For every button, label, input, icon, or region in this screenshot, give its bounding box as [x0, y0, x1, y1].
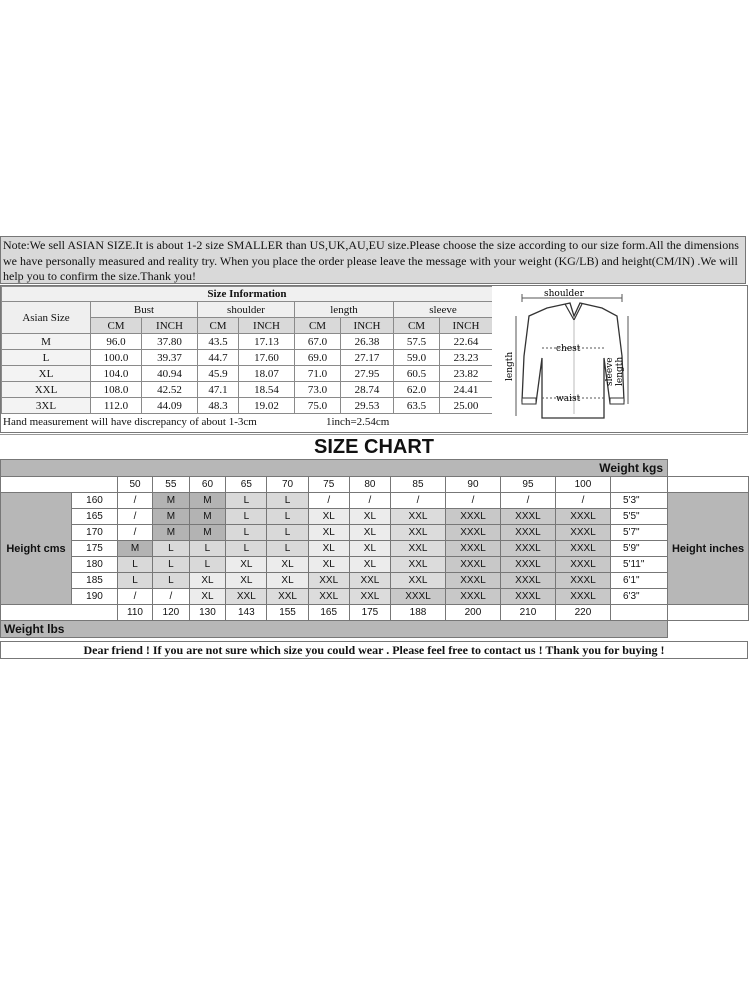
sleeve-length-label: length	[615, 356, 625, 386]
size-chart-cell: XXXL	[445, 525, 500, 541]
size-info-cell: 75.0	[295, 398, 341, 414]
size-chart-cell: /	[391, 493, 446, 509]
size-chart-cell: M	[189, 493, 226, 509]
size-chart-cell: XXXL	[391, 589, 446, 605]
height-inch: 5'9"	[611, 541, 668, 557]
size-chart-cell: L	[118, 573, 153, 589]
size-info-row	[2, 334, 493, 350]
size-chart-cell: M	[153, 525, 190, 541]
weight-lb-value: 130	[189, 605, 226, 621]
size-info-cell: 62.0	[394, 382, 440, 398]
height-inch: 5'11"	[611, 557, 668, 573]
height-cm: 190	[72, 589, 118, 605]
size-info-cell: 39.37	[142, 350, 198, 366]
size-chart-cell: XXXL	[555, 557, 610, 573]
measurement-note: Hand measurement will have discrepancy of about 1-3cm	[3, 416, 257, 428]
size-chart-cell: L	[267, 493, 308, 509]
height-inch: 6'1"	[611, 573, 668, 589]
size-chart-cell: M	[189, 509, 226, 525]
size-info-size: M	[2, 334, 91, 350]
height-cm: 165	[72, 509, 118, 525]
size-chart-cell: XXXL	[445, 509, 500, 525]
size-chart-row	[1, 557, 749, 573]
size-chart-cell: M	[189, 525, 226, 541]
size-chart-cell: /	[118, 589, 153, 605]
shoulder-label: shoulder	[544, 289, 584, 299]
size-chart-cell: XL	[349, 557, 390, 573]
size-chart-row	[1, 509, 749, 525]
size-chart-cell: /	[118, 525, 153, 541]
size-info-row	[2, 382, 493, 398]
size-chart-cell: XXXL	[555, 525, 610, 541]
height-cm: 185	[72, 573, 118, 589]
size-info-cell: 71.0	[295, 366, 341, 382]
unit-inch: INCH	[341, 318, 394, 334]
footer-message: Dear friend ! If you are not sure which size you could wear . Please feel free to contact us ! Thank you for buying !	[0, 641, 748, 659]
size-chart-cell: XXXL	[555, 589, 610, 605]
shirt-illustration	[492, 286, 747, 432]
size-info-cell: 24.41	[440, 382, 493, 398]
weight-kg-header: 50	[118, 477, 153, 493]
weight-kg-header: 70	[267, 477, 308, 493]
size-chart-cell: XXXL	[500, 589, 555, 605]
size-chart-cell: XXL	[226, 589, 267, 605]
blank-cell	[668, 477, 749, 493]
size-info-cell: 69.0	[295, 350, 341, 366]
inch-conversion-note: 1inch=2.54cm	[326, 416, 390, 428]
size-chart-cell: L	[153, 557, 190, 573]
size-chart-cell: XL	[189, 573, 226, 589]
size-chart-cell: M	[153, 509, 190, 525]
size-chart-cell: L	[267, 525, 308, 541]
size-chart-cell: M	[118, 541, 153, 557]
size-chart-cell: XL	[226, 573, 267, 589]
size-chart-cell: /	[118, 509, 153, 525]
weight-lb-value: 155	[267, 605, 308, 621]
size-chart-cell: M	[153, 493, 190, 509]
weight-lb-value: 220	[555, 605, 610, 621]
size-chart-cell: XXXL	[500, 525, 555, 541]
size-chart-cell: XXXL	[445, 557, 500, 573]
size-info-cell: 18.07	[239, 366, 295, 382]
size-info-cell: 57.5	[394, 334, 440, 350]
size-info-row	[2, 398, 493, 414]
size-info-cell: 60.5	[394, 366, 440, 382]
size-info-cell: 40.94	[142, 366, 198, 382]
size-chart-cell: XXL	[308, 589, 349, 605]
length-label: length	[505, 351, 515, 381]
size-chart-cell: /	[500, 493, 555, 509]
size-chart-cell: XL	[308, 541, 349, 557]
size-info-cell: 18.54	[239, 382, 295, 398]
size-chart-cell: XXL	[391, 573, 446, 589]
group-header-length: length	[295, 302, 394, 318]
weight-kg-header: 85	[391, 477, 446, 493]
group-header-bust: Bust	[91, 302, 198, 318]
unit-cm: CM	[394, 318, 440, 334]
size-info-cell: 37.80	[142, 334, 198, 350]
size-chart-row	[1, 541, 749, 557]
group-header-sleeve: sleeve	[394, 302, 493, 318]
height-cm: 160	[72, 493, 118, 509]
size-chart-cell: /	[555, 493, 610, 509]
size-info-cell: 47.1	[198, 382, 239, 398]
weight-lbs-band: Weight lbs	[1, 621, 668, 638]
size-chart-cell: XXXL	[555, 509, 610, 525]
size-chart-cell: XXXL	[445, 589, 500, 605]
size-info-size: XXL	[2, 382, 91, 398]
size-chart-cell: XXXL	[500, 573, 555, 589]
size-info-cell: 59.0	[394, 350, 440, 366]
size-chart-cell: XL	[308, 525, 349, 541]
size-info-cell: 43.5	[198, 334, 239, 350]
size-chart-cell: L	[267, 509, 308, 525]
size-chart-cell: XL	[308, 509, 349, 525]
size-chart-cell: L	[226, 541, 267, 557]
weight-kg-header: 55	[153, 477, 190, 493]
unit-cm: CM	[295, 318, 341, 334]
size-info-cell: 108.0	[91, 382, 142, 398]
height-inch: 5'7"	[611, 525, 668, 541]
size-info-cell: 23.23	[440, 350, 493, 366]
size-info-cell: 17.13	[239, 334, 295, 350]
size-chart-cell: XL	[349, 509, 390, 525]
weight-kg-header: 60	[189, 477, 226, 493]
unit-cm: CM	[198, 318, 239, 334]
size-chart-cell: XL	[226, 557, 267, 573]
weight-lb-value: 200	[445, 605, 500, 621]
weight-lb-value: 110	[118, 605, 153, 621]
size-info-cell: 27.95	[341, 366, 394, 382]
size-info-cell: 28.74	[341, 382, 394, 398]
height-inches-label: Height inches	[668, 493, 749, 605]
size-chart-title: SIZE CHART	[0, 434, 748, 460]
size-chart-table	[0, 459, 749, 638]
weight-lb-value: 175	[349, 605, 390, 621]
size-chart-cell: /	[308, 493, 349, 509]
size-chart-cell: XL	[267, 573, 308, 589]
height-inch: 5'3"	[611, 493, 668, 509]
size-chart-row	[1, 493, 749, 509]
height-cm: 170	[72, 525, 118, 541]
size-chart-cell: /	[349, 493, 390, 509]
size-chart-cell: L	[189, 541, 226, 557]
waist-label: waist	[556, 394, 581, 404]
size-chart-cell: XXL	[349, 589, 390, 605]
size-chart-cell: XXL	[308, 573, 349, 589]
weight-lb-value: 188	[391, 605, 446, 621]
size-info-cell: 26.38	[341, 334, 394, 350]
size-chart-cell: XXL	[349, 573, 390, 589]
size-info-cell: 48.3	[198, 398, 239, 414]
size-chart-row	[1, 525, 749, 541]
size-info-cell: 44.7	[198, 350, 239, 366]
size-chart-cell: L	[226, 493, 267, 509]
size-chart-cell: XXXL	[555, 573, 610, 589]
size-chart-cell: XXL	[267, 589, 308, 605]
height-cm: 175	[72, 541, 118, 557]
weight-kg-header: 65	[226, 477, 267, 493]
kgs-corner	[1, 477, 118, 493]
size-chart-cell: XXL	[391, 525, 446, 541]
size-info-size: L	[2, 350, 91, 366]
size-chart-cell: XL	[349, 541, 390, 557]
size-chart-cell: XXL	[391, 541, 446, 557]
size-info-row	[2, 366, 493, 382]
size-info-cell: 23.82	[440, 366, 493, 382]
size-chart-cell: XL	[189, 589, 226, 605]
size-chart-cell: XL	[349, 525, 390, 541]
weight-lb-value: 120	[153, 605, 190, 621]
size-info-cell: 17.60	[239, 350, 295, 366]
size-chart-cell: L	[226, 525, 267, 541]
size-info-cell: 22.64	[440, 334, 493, 350]
kgs-blank	[611, 477, 668, 493]
size-information-title: Size Information	[2, 287, 493, 302]
size-chart-cell: XXXL	[500, 557, 555, 573]
size-chart-cell: /	[153, 589, 190, 605]
unit-inch: INCH	[239, 318, 295, 334]
size-chart-cell: XXXL	[500, 509, 555, 525]
size-information-table	[1, 286, 493, 414]
lbs-corner	[1, 605, 118, 621]
size-note: Note:We sell ASIAN SIZE.It is about 1-2 size SMALLER than US,UK,AU,EU size.Please choose the size according to our size form.All the dimensions we have personally measured and reality try. When you place the order please leave the message with your weight (KG/LB) and height(CM/IN) .We will help you to confirm the size.Thank you!	[0, 236, 746, 284]
size-chart-cell: XL	[308, 557, 349, 573]
chest-label: chest	[556, 344, 581, 354]
unit-inch: INCH	[440, 318, 493, 334]
size-info-cell: 29.53	[341, 398, 394, 414]
size-info-cell: 73.0	[295, 382, 341, 398]
size-info-cell: 63.5	[394, 398, 440, 414]
height-inch: 6'3"	[611, 589, 668, 605]
size-chart-cell: XL	[267, 557, 308, 573]
size-chart-cell: XXL	[391, 509, 446, 525]
height-cm: 180	[72, 557, 118, 573]
size-chart-cell: XXXL	[445, 541, 500, 557]
unit-inch: INCH	[142, 318, 198, 334]
size-info-cell: 100.0	[91, 350, 142, 366]
size-chart-cell: XXL	[391, 557, 446, 573]
size-chart-cell: L	[118, 557, 153, 573]
size-chart-cell: XXXL	[555, 541, 610, 557]
weight-lb-value: 210	[500, 605, 555, 621]
weight-kgs-band: Weight kgs	[1, 460, 668, 477]
weight-kg-header: 80	[349, 477, 390, 493]
weight-lb-value: 165	[308, 605, 349, 621]
size-chart-cell: /	[118, 493, 153, 509]
size-info-cell: 44.09	[142, 398, 198, 414]
unit-cm: CM	[91, 318, 142, 334]
sleeve-label: sleeve	[605, 357, 615, 386]
size-chart-row	[1, 573, 749, 589]
weight-kg-header: 95	[500, 477, 555, 493]
size-info-cell: 27.17	[341, 350, 394, 366]
height-inch: 5'5"	[611, 509, 668, 525]
size-info-row	[2, 350, 493, 366]
size-info-cell: 67.0	[295, 334, 341, 350]
size-chart-cell: L	[189, 557, 226, 573]
height-cms-label: Height cms	[1, 493, 72, 605]
size-chart-cell: L	[153, 541, 190, 557]
size-chart-row	[1, 589, 749, 605]
shirt-diagram	[492, 286, 747, 432]
size-info-cell: 96.0	[91, 334, 142, 350]
size-information-panel	[0, 285, 748, 433]
size-info-cell: 45.9	[198, 366, 239, 382]
size-info-cell: 25.00	[440, 398, 493, 414]
weight-kg-header: 100	[555, 477, 610, 493]
size-info-cell: 42.52	[142, 382, 198, 398]
weight-kg-header: 90	[445, 477, 500, 493]
size-info-cell: 112.0	[91, 398, 142, 414]
weight-lb-value: 143	[226, 605, 267, 621]
size-chart-cell: L	[267, 541, 308, 557]
lbs-blank	[611, 605, 668, 621]
size-info-cell: 104.0	[91, 366, 142, 382]
size-chart-cell: /	[445, 493, 500, 509]
size-chart-cell: XXXL	[445, 573, 500, 589]
asian-size-header: Asian Size	[2, 302, 91, 334]
size-chart-cell: XXXL	[500, 541, 555, 557]
size-info-size: XL	[2, 366, 91, 382]
size-chart-cell: L	[226, 509, 267, 525]
group-header-shoulder: shoulder	[198, 302, 295, 318]
size-info-size: 3XL	[2, 398, 91, 414]
size-info-cell: 19.02	[239, 398, 295, 414]
blank-cell	[668, 605, 749, 621]
size-chart-cell: L	[153, 573, 190, 589]
weight-kg-header: 75	[308, 477, 349, 493]
